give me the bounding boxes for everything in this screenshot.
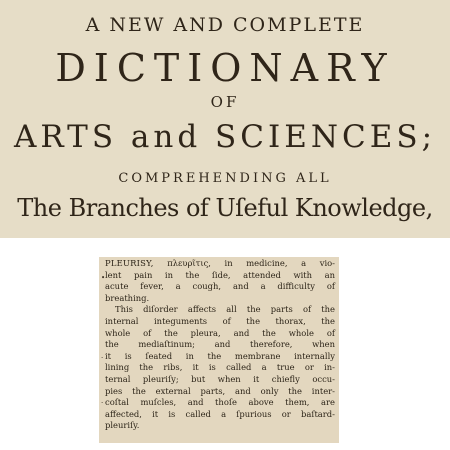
entry-line: pleuriſy. <box>105 420 140 431</box>
title-line-dictionary: DICTIONARY <box>55 46 395 90</box>
margin-mark: · <box>101 399 104 407</box>
title-line-branches-of-useful-knowledge: The Branches of Uſeful Knowledge, <box>17 194 433 222</box>
entry-line: affected, it is called a ſpurious or baſtard- <box>105 408 335 419</box>
entry-line-text: πλευρῖτις, in medicine, a vio- <box>153 258 335 268</box>
entry-headword: PLEURISY, <box>105 258 154 268</box>
title-line-of: OF <box>210 93 240 111</box>
entry-line: internal integuments of the thorax, the <box>105 315 335 326</box>
entry-line: acute fever, a cough, and a difficulty of <box>105 281 335 292</box>
entry-line: This diſorder affects all the parts of the <box>115 304 335 315</box>
entry-line: coſtal muſcles, and thoſe above them, are <box>105 397 335 408</box>
entry-line: pies the external parts, and only the inter- <box>105 385 335 396</box>
entry-line: lent pain in the ſide, attended with an <box>105 269 335 280</box>
title-line-new-and-complete: A NEW AND COMPLETE <box>85 14 365 36</box>
entry-line: breathing. <box>105 292 150 303</box>
dictionary-entry-image <box>99 257 339 443</box>
entry-line <box>105 258 335 270</box>
title-line-arts-and-sciences: ARTS and SCIENCES; <box>13 119 437 155</box>
margin-mark: • <box>101 274 106 282</box>
entry-line: lining the ribs, it is called a true or in- <box>105 362 335 373</box>
title-line-comprehending-all: COMPREHENDING ALL <box>118 171 332 186</box>
entry-line: it is ſeated in the membrane internally <box>105 350 335 361</box>
entry-text <box>105 258 335 432</box>
entry-line: ternal pleuriſy; but when it chiefly occu- <box>105 373 335 384</box>
margin-mark: · <box>101 354 104 362</box>
entry-line: whole of the pleura, and the whole of <box>105 327 335 338</box>
entry-line: the mediaſtinum; and therefore, when <box>105 339 335 350</box>
